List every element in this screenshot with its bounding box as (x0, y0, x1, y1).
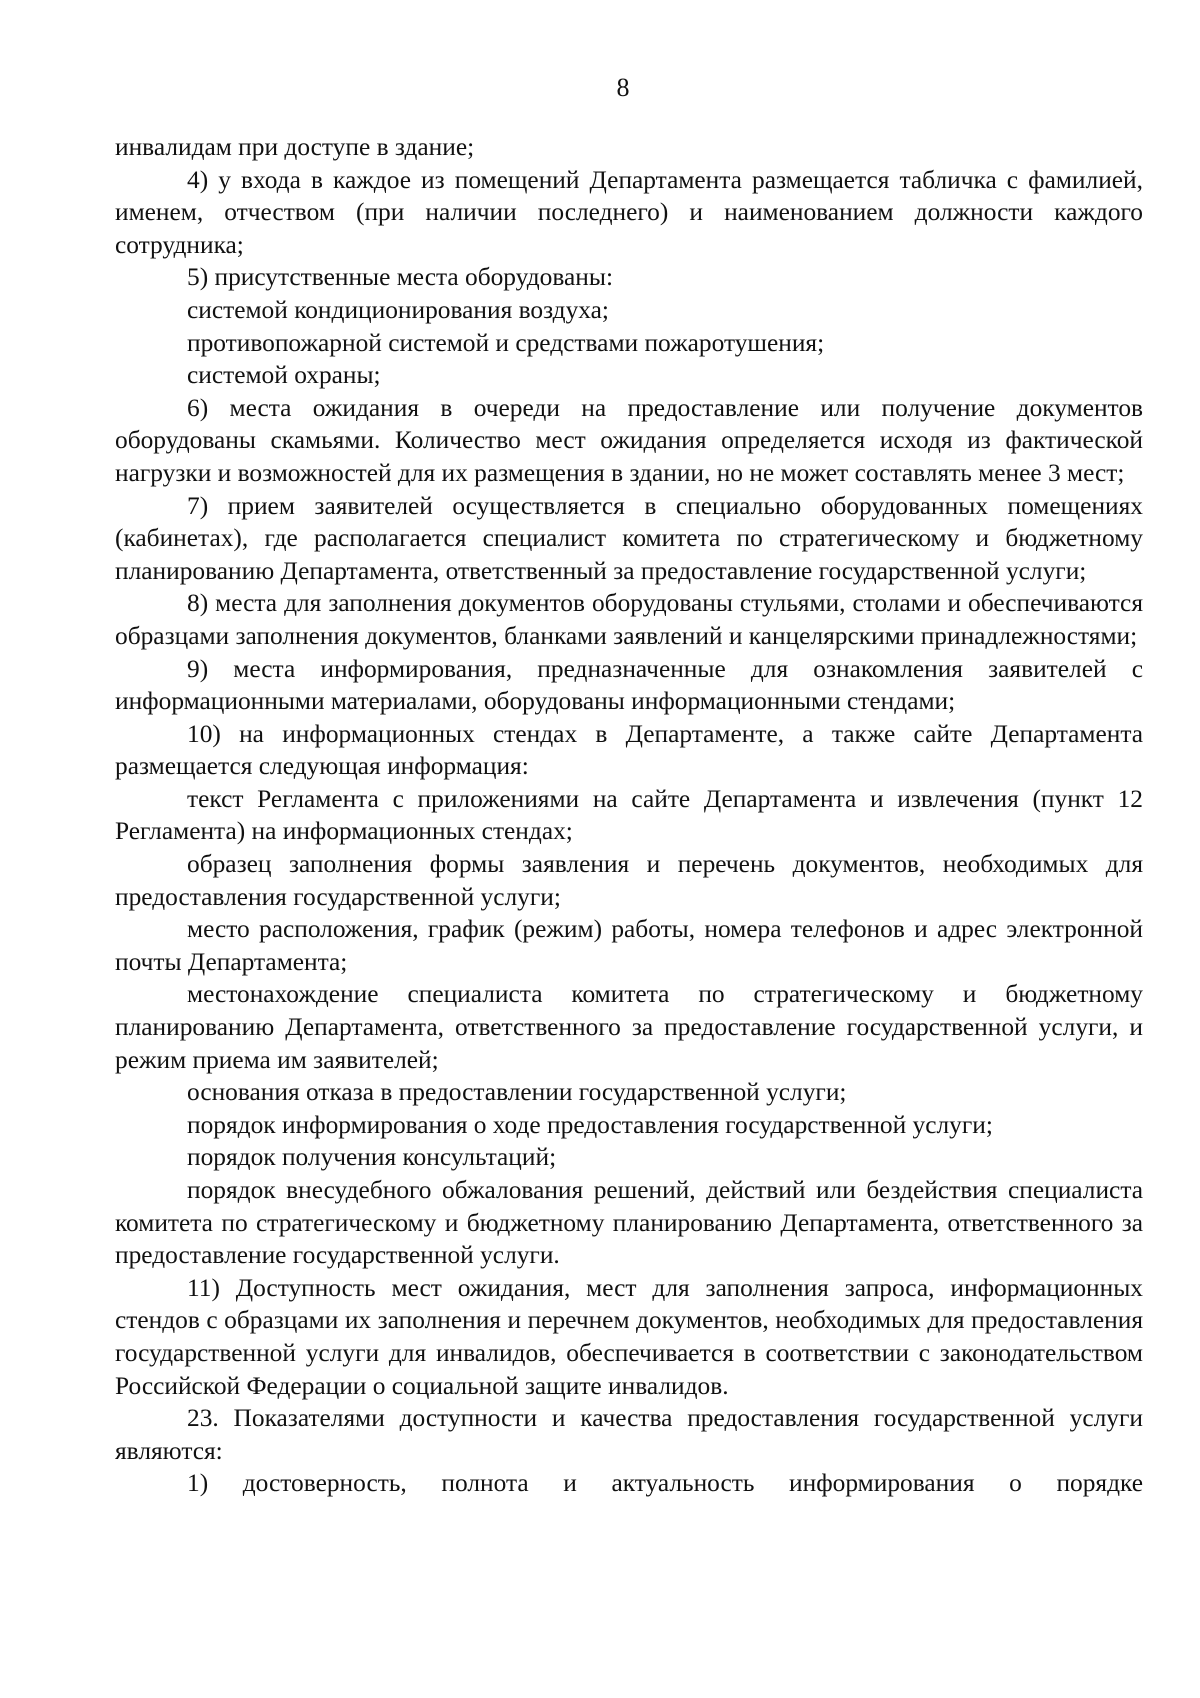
paragraph-16: основания отказа в предоставлении государственной услуги; (187, 1078, 847, 1107)
paragraph-2: 4) у входа в каждое из помещений Департамента размещается табличка с фамилией, именем, отчеством (при наличии последнего) и наименованием должности каждого сотрудника; (115, 165, 1143, 259)
paragraph-14: место расположения, график (режим) работы, номера телефонов и адрес электронной почты Департамента; (115, 915, 1143, 976)
paragraph-9: 8) места для заполнения документов оборудованы стульями, столами и обеспечиваются образцами заполнения документов, бланками заявлений и канцелярскими принадлежностями; (115, 589, 1143, 650)
paragraph-20: 11) Доступность мест ожидания, мест для заполнения запроса, информационных стендов с образцами их заполнения и перечнем документов, необходимых для предоставления государственной услуги для инвалидов, обеспечивается в соответствии с законодательством Российской Федерации о социальной защите инвалидов. (115, 1273, 1143, 1400)
paragraph-22: 1) достоверность, полнота и актуальность информирования о порядке (187, 1469, 1143, 1498)
paragraph-1: инвалидам при доступе в здание; (115, 133, 475, 161)
paragraph-12: текст Регламента с приложениями на сайте Департамента и извлечения (пункт 12 Регламента) на информационных стендах; (115, 784, 1143, 846)
paragraph-10: 9) места информирования, предназначенные для ознакомления заявителей с информационными материалами, оборудованы информационными стендами; (115, 654, 1143, 716)
paragraph-4: системой кондиционирования воздуха; (187, 295, 609, 324)
paragraph-15: местонахождение специалиста комитета по стратегическому и бюджетному планированию Департамента, ответственного за предоставление государственной услуги, и режим приема им заявителей; (115, 980, 1143, 1074)
paragraph-18: порядок получения консультаций; (187, 1143, 557, 1172)
paragraph-7: 6) места ожидания в очереди на предоставление или получение документов оборудованы скамьями. Количество мест ожидания определяется исходя из фактической нагрузки и возможностей для их размещения в здании, но не может составлять менее 3 мест; (115, 393, 1143, 487)
paragraph-11: 10) на информационных стендах в Департаменте, а также сайте Департамента размещается следующая информация: (115, 719, 1143, 781)
paragraph-19: порядок внесудебного обжалования решений, действий или бездействия специалиста комитета по стратегическому и бюджетному планированию Департамента, ответственного за предоставление государственной услуги. (115, 1176, 1143, 1270)
paragraph-21: 23. Показателями доступности и качества предоставления государственной услуги являются: (115, 1404, 1143, 1465)
paragraph-13: образец заполнения формы заявления и перечень документов, необходимых для предоставления государственной услуги; (115, 850, 1143, 911)
paragraph-5: противопожарной системой и средствами пожаротушения; (187, 328, 825, 357)
paragraph-8: 7) прием заявителей осуществляется в специально оборудованных помещениях (кабинетах), где располагается специалист комитета по стратегическому и бюджетному планированию Департамента, ответственный за предоставление государственной услуги; (115, 491, 1143, 585)
paragraph-6: системой охраны; (187, 361, 381, 390)
paragraph-3: 5) присутственные места оборудованы: (187, 263, 613, 292)
document-body (115, 131, 1143, 1500)
paragraph-17: порядок информирования о ходе предоставления государственной услуги; (187, 1110, 993, 1139)
page-number: 8 (616, 73, 630, 102)
